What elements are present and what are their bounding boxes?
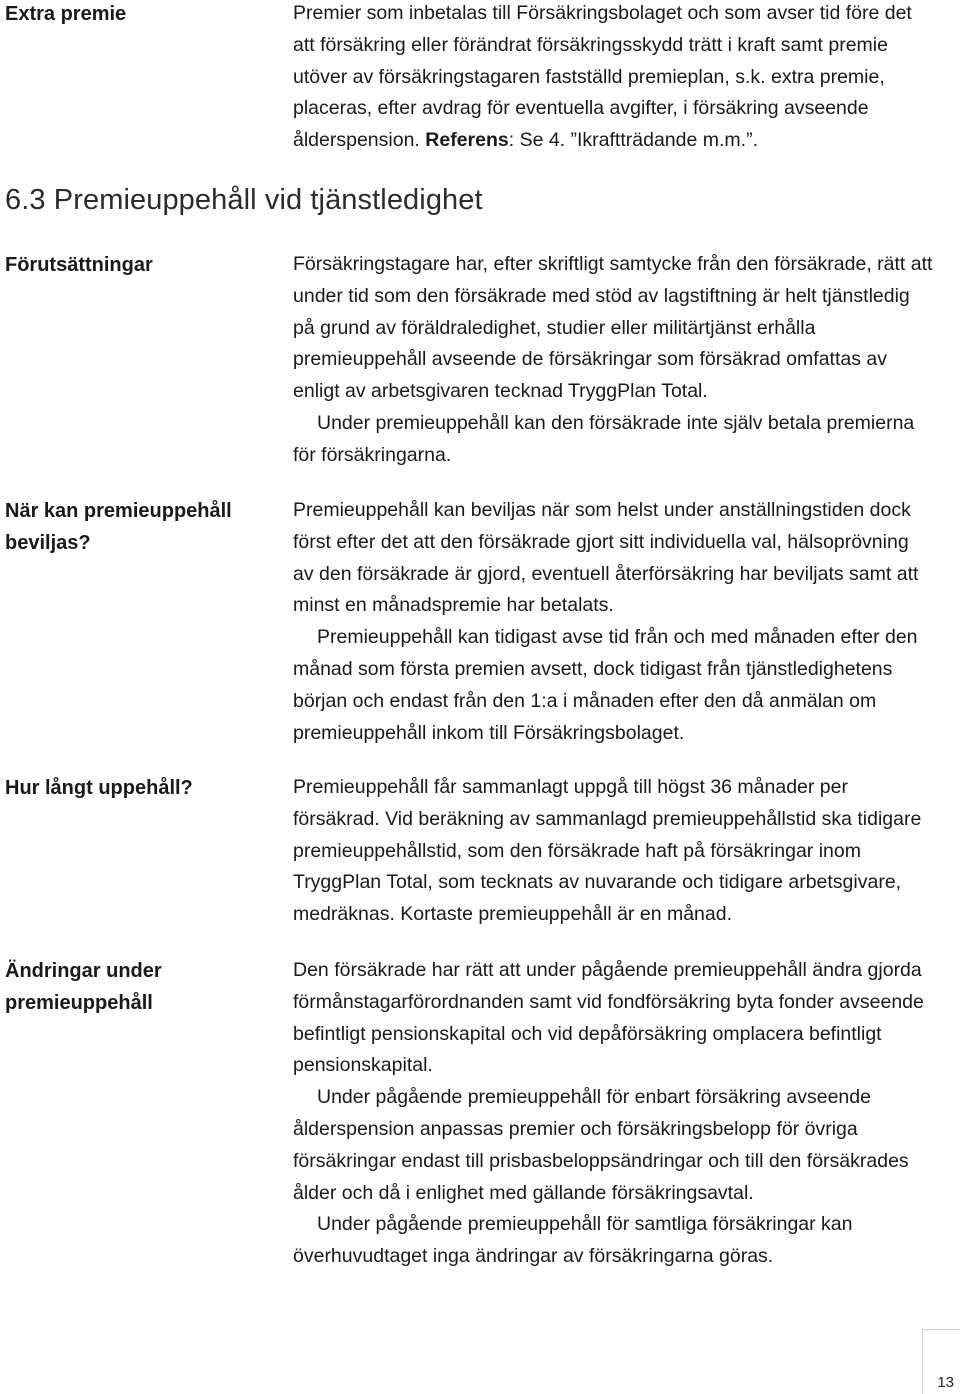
hur-langt-paragraph-1: Premieuppehåll får sammanlagt uppgå till högst 36 månader per försäkrad. Vid beräkning av sammanlagd premieuppehållstid ska tidigare premieuppehållstid, som den försäkrade haft på försäkringar inom TryggPlan Total, som tecknats av nuvarande och tidigare arbetsgivare, medräknas. Kortaste premieuppehåll är en månad. (293, 776, 922, 926)
hur-langt-label: Hur långt uppehåll? (5, 777, 193, 799)
forutsattningar-text (293, 249, 933, 472)
andringar-text (293, 955, 933, 1273)
nar-kan-label: När kan premieuppehåll beviljas? (5, 500, 232, 554)
forutsattningar-paragraph-1: Försäkringstagare har, efter skriftligt samtycke från den försäkrade, rätt att under tid som den försäkrade med stöd av lagstiftning är helt tjänstledig på grund av föräldraledighet, studier eller militärtjänst erhålla premieuppehåll avseende de försäkringar som försäkrad omfattas av enligt av arbetsgivaren tecknad TryggPlan Total. (293, 253, 933, 403)
reference-text: : Se 4. ”Ikraftträdande m.m.”. (508, 129, 758, 152)
andringar-paragraph-3: Under pågående premieuppehåll för samtliga försäkringar kan överhuvudtaget inga ändringar av försäkringarna göras. (293, 1213, 853, 1268)
extra-premie-text (293, 0, 933, 157)
nar-kan-paragraph-2: Premieuppehåll kan tidigast avse tid från och med månaden efter den månad som första premien avsett, dock tidigast från tjänstledighetens början och endast från den 1:a i månaden efter den då anmälan om premieuppehåll inkom till Försäkringsbolaget. (293, 626, 918, 744)
nar-kan-text (293, 495, 933, 749)
andringar-paragraph-1: Den försäkrade har rätt att under pågående premieuppehåll ändra gjorda förmånstagarförordnanden samt vid fondförsäkring byta fonder avseende befintligt pensionskapital och vid depåförsäkring omplacera befintligt pensionskapital. (293, 959, 924, 1077)
page-number: 13 (937, 1374, 954, 1391)
page-number-box (922, 1329, 960, 1394)
extra-premie-text-pre: Premier som inbetalas till Försäkringsbolaget och som avser tid före det att försäkring eller förändrat försäkringsskydd trätt i kraft samt premie utöver av försäkringstagaren fastställd premieplan, s.k. extra premie, placeras, efter avdrag för eventuella avgifter, i försäkring avseende ålderspension. (293, 2, 912, 152)
hur-langt-text (293, 772, 933, 931)
extra-premie-paragraph (293, 0, 933, 157)
section-heading: 6.3 Premieuppehåll vid tjänstledighet (5, 184, 483, 216)
andringar-label: Ändringar under premieuppehåll (5, 960, 162, 1014)
forutsattningar-label: Förutsättningar (5, 254, 153, 276)
extra-premie-label: Extra premie (5, 3, 127, 25)
andringar-paragraph-2: Under pågående premieuppehåll för enbart försäkring avseende ålderspension anpassas premier och försäkringsbelopp för övriga försäkringar endast till prisbasbeloppsändringar och till den försäkrades ålder och då i enlighet med gällande försäkringsavtal. (293, 1086, 909, 1204)
nar-kan-paragraph-1: Premieuppehåll kan beviljas när som helst under anställningstiden dock först efter det att den försäkrade gjort sitt individuella val, hälsoprövning av den försäkrade är gjord, eventuell återförsäkring har beviljats samt att minst en månadspremie har betalats. (293, 499, 919, 617)
forutsattningar-paragraph-2: Under premieuppehåll kan den försäkrade inte själv betala premierna för försäkringarna. (293, 411, 915, 466)
reference-label: Referens (425, 129, 509, 152)
